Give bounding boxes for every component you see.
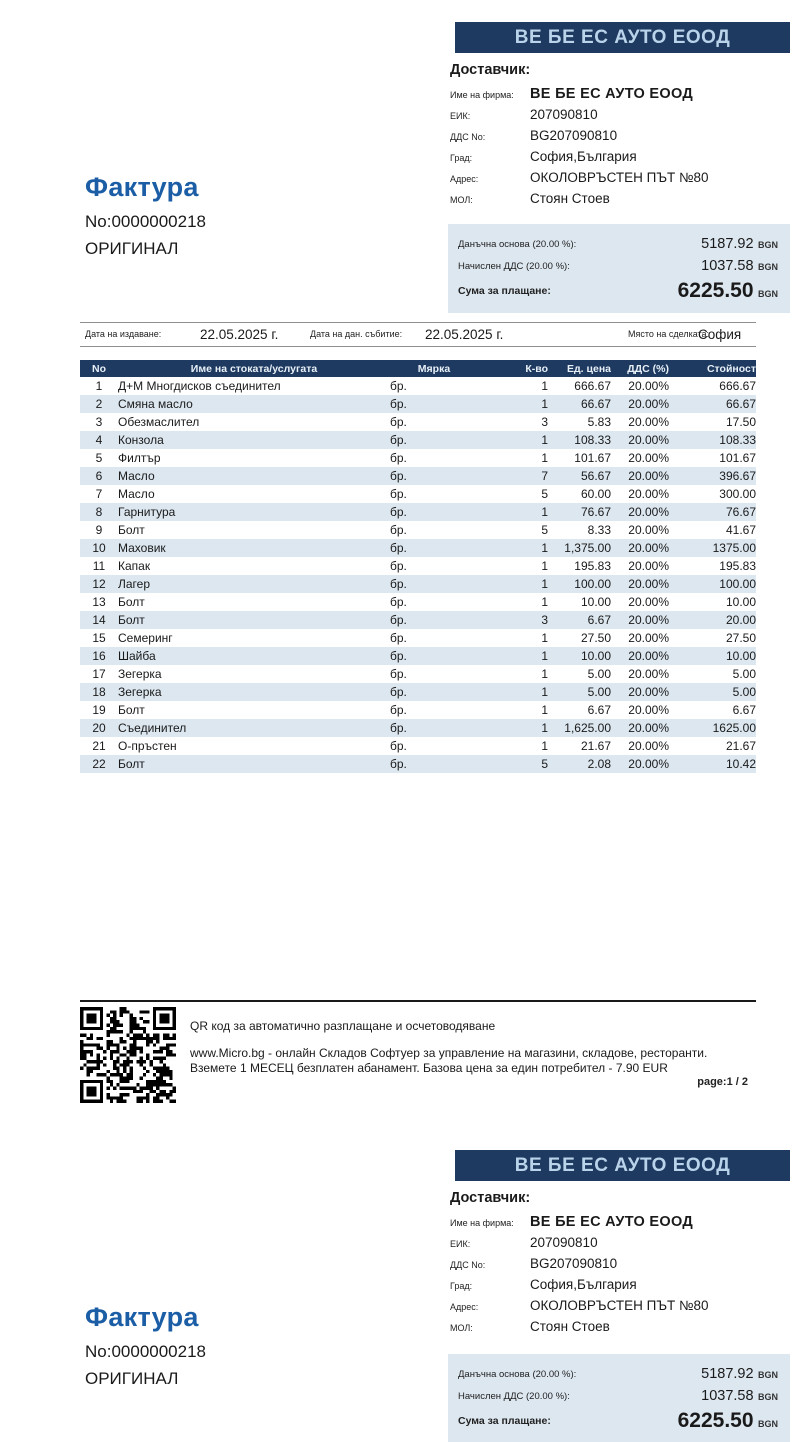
field-label: Адрес:: [450, 1302, 479, 1312]
table-cell: 20.00%: [628, 667, 669, 681]
table-row: [80, 467, 756, 485]
page-indicator: page:1 / 2: [697, 1076, 748, 1088]
table-cell: 108.33: [719, 433, 756, 447]
field-label: ЕИК:: [450, 1239, 471, 1249]
table-cell: 1: [541, 667, 548, 681]
col-header-name: Име на стоката/услугата: [118, 360, 390, 377]
items-table: [80, 360, 756, 773]
field-label: Име на фирма:: [450, 90, 514, 100]
table-cell: 14: [92, 613, 106, 627]
supplier-field-row: [450, 1235, 795, 1256]
supplier-fields: [450, 1214, 795, 1340]
table-cell: 101.67: [574, 451, 611, 465]
field-value: Стоян Стоев: [530, 1319, 610, 1334]
col-header-qty: К-во: [478, 360, 548, 377]
table-cell: 100.00: [719, 577, 756, 591]
table-cell: 19: [92, 703, 106, 717]
field-value: София,България: [530, 149, 637, 164]
table-cell: бр.: [390, 541, 407, 555]
table-cell: 195.83: [719, 559, 756, 573]
table-cell: 60.00: [580, 487, 611, 501]
supplier-field-row: [450, 191, 795, 212]
totals-label: Данъчна основа (20.00 %):: [458, 1368, 577, 1380]
table-row: [80, 557, 756, 575]
table-cell: 1,375.00: [564, 541, 611, 555]
table-row: [80, 719, 756, 737]
table-cell: 1: [541, 739, 548, 753]
table-cell: 41.67: [725, 523, 756, 537]
invoice-title-block: [85, 1302, 415, 1389]
table-cell: Шайба: [118, 649, 156, 663]
table-cell: 56.67: [580, 469, 611, 483]
field-label: Адрес:: [450, 174, 479, 184]
table-cell: Болт: [118, 703, 145, 717]
totals-value: [701, 1387, 778, 1405]
table-cell: 6.67: [587, 703, 611, 717]
table-cell: 20.00%: [628, 685, 669, 699]
table-cell: 1: [541, 451, 548, 465]
promo-line-2: Вземете 1 МЕСЕЦ безплатен абанамент. Базова цена за един потребител - 7.90 EUR: [190, 1061, 668, 1075]
table-cell: Болт: [118, 757, 145, 771]
table-cell: бр.: [390, 667, 407, 681]
totals-label: Данъчна основа (20.00 %):: [458, 238, 577, 250]
table-cell: 12: [92, 577, 106, 591]
promo-text: [190, 1046, 707, 1076]
table-cell: Лагер: [118, 577, 151, 591]
table-cell: Болт: [118, 595, 145, 609]
table-cell: бр.: [390, 523, 407, 537]
table-cell: 5: [95, 451, 103, 465]
table-cell: 20.00%: [628, 451, 669, 465]
company-banner: ВЕ БЕ ЕС АУТО ЕООД: [455, 1150, 790, 1181]
table-cell: 20.00%: [628, 595, 669, 609]
table-cell: бр.: [390, 487, 407, 501]
invoice-title-block: [85, 172, 415, 259]
table-cell: 4: [95, 433, 103, 447]
invoice-title: Фактура: [85, 1302, 199, 1332]
table-cell: 7: [95, 487, 103, 501]
supplier-field-row: [450, 1256, 795, 1277]
table-cell: 1: [541, 559, 548, 573]
qr-caption: QR код за автоматично разплащане и осчетоводяване: [190, 1019, 496, 1033]
table-cell: 666.67: [719, 379, 756, 393]
totals-amount: 1037.58: [701, 1388, 754, 1404]
invoice-copy-type: ОРИГИНАЛ: [85, 1369, 179, 1388]
totals-box: [448, 224, 790, 313]
table-cell: 2.08: [587, 757, 611, 771]
table-header-row: [80, 360, 756, 377]
table-cell: 13: [92, 595, 106, 609]
supplier-field-row: [450, 1319, 795, 1340]
promo-line-1: www.Micro.bg - онлайн Складов Софтуер за управление на магазини, складове, ресторанти.: [190, 1046, 708, 1060]
table-cell: 10.00: [725, 595, 756, 609]
table-cell: 5.00: [587, 667, 611, 681]
totals-amount: 1037.58: [701, 258, 754, 274]
table-cell: 20.00%: [628, 649, 669, 663]
table-cell: 20.00%: [628, 505, 669, 519]
table-cell: 6.67: [732, 703, 756, 717]
table-cell: Обезмаслител: [118, 415, 200, 429]
table-cell: 20.00: [725, 613, 756, 627]
issue-date-label: Дата на издаване:: [85, 329, 162, 339]
col-header-vat: ДДС (%): [611, 360, 669, 377]
table-cell: 1: [541, 541, 548, 555]
table-row: [80, 521, 756, 539]
table-cell: 20.00%: [628, 415, 669, 429]
table-cell: 9: [95, 523, 103, 537]
supplier-field-row: [450, 149, 795, 170]
table-cell: бр.: [390, 685, 407, 699]
table-cell: Болт: [118, 523, 145, 537]
table-cell: 20.00%: [628, 757, 669, 771]
col-header-unit-price: Ед. цена: [548, 360, 611, 377]
field-label: Град:: [450, 153, 473, 163]
table-cell: 1: [541, 505, 548, 519]
table-cell: Конзола: [118, 433, 164, 447]
table-cell: 20.00%: [628, 523, 669, 537]
supplier-fields: [450, 86, 795, 212]
place-value: София: [698, 327, 742, 342]
table-cell: 8: [95, 505, 103, 519]
invoice-number: No:0000000218: [85, 1342, 207, 1361]
field-value: София,България: [530, 1277, 637, 1292]
table-cell: 1,625.00: [564, 721, 611, 735]
table-cell: 1: [541, 685, 548, 699]
table-cell: 76.67: [580, 505, 611, 519]
totals-label: Начислен ДДС (20.00 %):: [458, 1390, 570, 1402]
totals-value: [701, 235, 778, 253]
table-cell: 2: [95, 397, 103, 411]
table-row: [80, 485, 756, 503]
field-label: Име на фирма:: [450, 1218, 514, 1228]
table-cell: 5: [541, 487, 548, 501]
totals-currency: BGN: [758, 1392, 778, 1402]
table-cell: 18: [92, 685, 106, 699]
table-cell: 6: [95, 469, 103, 483]
table-cell: Семеринг: [118, 631, 173, 645]
table-cell: 10.00: [725, 649, 756, 663]
table-row: [80, 539, 756, 557]
table-cell: 7: [541, 469, 548, 483]
totals-value: [678, 279, 778, 303]
col-header-no: No: [80, 360, 118, 377]
supplier-field-row: [450, 107, 795, 128]
table-row: [80, 431, 756, 449]
table-cell: 5.00: [732, 667, 756, 681]
place-label: Място на сделката:: [628, 329, 710, 339]
field-value: ОКОЛОВРЪСТЕН ПЪТ №80: [530, 1298, 709, 1313]
table-cell: 1: [541, 595, 548, 609]
table-cell: 76.67: [725, 505, 756, 519]
totals-value: [678, 1409, 778, 1433]
table-cell: 20.00%: [628, 433, 669, 447]
tax-event-date: 22.05.2025 г.: [425, 327, 504, 342]
table-row: [80, 575, 756, 593]
table-cell: 20.00%: [628, 469, 669, 483]
totals-box: [448, 1354, 790, 1442]
table-cell: 1375.00: [712, 541, 756, 555]
table-cell: бр.: [390, 451, 407, 465]
table-cell: 3: [95, 415, 103, 429]
table-cell: 20: [92, 721, 106, 735]
field-value: BG207090810: [530, 1256, 618, 1271]
meta-row: [80, 322, 756, 347]
totals-currency: BGN: [758, 262, 778, 272]
footer-separator: [80, 1000, 756, 1002]
table-cell: 27.50: [580, 631, 611, 645]
table-cell: 21.67: [725, 739, 756, 753]
field-label: МОЛ:: [450, 1323, 473, 1333]
table-cell: 20.00%: [628, 487, 669, 501]
table-cell: 1: [541, 577, 548, 591]
table-cell: бр.: [390, 505, 407, 519]
table-row: [80, 683, 756, 701]
tax-event-label: Дата на дан. събитие:: [310, 329, 403, 339]
table-cell: 66.67: [725, 397, 756, 411]
table-cell: 21: [92, 739, 106, 753]
field-label: ДДС No:: [450, 132, 486, 142]
supplier-field-row: [450, 128, 795, 149]
field-label: ЕИК:: [450, 111, 471, 121]
table-cell: 1: [541, 397, 548, 411]
table-cell: 27.50: [725, 631, 756, 645]
field-label: МОЛ:: [450, 195, 473, 205]
table-row: [80, 701, 756, 719]
table-cell: О-пръстен: [118, 739, 177, 753]
totals-row: [458, 1363, 778, 1385]
table-cell: 1: [541, 433, 548, 447]
field-label: ДДС No:: [450, 1260, 486, 1270]
table-row: [80, 449, 756, 467]
table-cell: 108.33: [574, 433, 611, 447]
table-cell: 21.67: [580, 739, 611, 753]
table-cell: 10: [92, 541, 106, 555]
totals-amount: 5187.92: [701, 236, 754, 252]
table-row: [80, 503, 756, 521]
field-value: ВЕ БЕ ЕС АУТО ЕООД: [530, 1214, 693, 1230]
table-cell: бр.: [390, 721, 407, 735]
table-cell: 20.00%: [628, 703, 669, 717]
totals-row: [458, 277, 778, 304]
table-row: [80, 593, 756, 611]
totals-row: [458, 1385, 778, 1407]
supplier-field-row: [450, 1277, 795, 1298]
table-row: [80, 413, 756, 431]
totals-amount: 5187.92: [701, 1366, 754, 1382]
table-cell: бр.: [390, 577, 407, 591]
table-cell: бр.: [390, 595, 407, 609]
table-cell: 5.83: [587, 415, 611, 429]
field-value: BG207090810: [530, 128, 618, 143]
table-cell: 17: [92, 667, 106, 681]
table-cell: бр.: [390, 559, 407, 573]
table-row: [80, 737, 756, 755]
table-cell: 20.00%: [628, 397, 669, 411]
table-cell: бр.: [390, 757, 407, 771]
table-row: [80, 755, 756, 773]
table-row: [80, 647, 756, 665]
table-cell: 1: [541, 703, 548, 717]
table-cell: 16: [92, 649, 106, 663]
table-cell: 17.50: [725, 415, 756, 429]
table-cell: бр.: [390, 379, 407, 393]
table-cell: 3: [541, 415, 548, 429]
totals-currency: BGN: [758, 288, 778, 299]
table-cell: 15: [92, 631, 106, 645]
table-cell: Капак: [118, 559, 151, 573]
table-cell: Маховик: [118, 541, 166, 555]
table-cell: 300.00: [719, 487, 756, 501]
supplier-field-row: [450, 86, 795, 107]
table-cell: Зегерка: [118, 685, 162, 699]
table-cell: 20.00%: [628, 721, 669, 735]
table-cell: 1: [541, 721, 548, 735]
field-value: ВЕ БЕ ЕС АУТО ЕООД: [530, 86, 693, 102]
table-cell: 20.00%: [628, 379, 669, 393]
table-cell: Филтър: [118, 451, 161, 465]
table-cell: бр.: [390, 703, 407, 717]
totals-label: Сума за плащане:: [458, 284, 551, 297]
table-cell: Смяна масло: [118, 397, 193, 411]
field-value: ОКОЛОВРЪСТЕН ПЪТ №80: [530, 170, 709, 185]
table-cell: 10.42: [725, 757, 756, 771]
table-cell: 5.00: [732, 685, 756, 699]
table-row: [80, 395, 756, 413]
col-header-amount: Стойност: [669, 360, 756, 377]
table-cell: Зегерка: [118, 667, 162, 681]
table-cell: Масло: [118, 469, 155, 483]
company-banner: ВЕ БЕ ЕС АУТО ЕООД: [455, 22, 790, 53]
supplier-heading: Доставчик:: [450, 1190, 531, 1206]
table-cell: бр.: [390, 613, 407, 627]
field-value: Стоян Стоев: [530, 191, 610, 206]
col-header-unit: Мярка: [390, 360, 478, 377]
totals-label: Сума за плащане:: [458, 1414, 551, 1427]
table-cell: 1625.00: [712, 721, 756, 735]
supplier-heading: Доставчик:: [450, 62, 531, 78]
table-cell: 195.83: [574, 559, 611, 573]
supplier-field-row: [450, 1214, 795, 1235]
totals-value: [701, 1365, 778, 1383]
table-cell: бр.: [390, 631, 407, 645]
totals-currency: BGN: [758, 1370, 778, 1380]
supplier-field-row: [450, 170, 795, 191]
table-cell: 20.00%: [628, 739, 669, 753]
table-cell: Болт: [118, 613, 145, 627]
totals-row: [458, 1407, 778, 1434]
table-cell: 101.67: [719, 451, 756, 465]
table-cell: 11: [92, 559, 106, 573]
table-cell: 6.67: [587, 613, 611, 627]
table-cell: 5: [541, 523, 548, 537]
table-cell: Масло: [118, 487, 155, 501]
totals-amount: 6225.50: [677, 1408, 754, 1432]
table-row: [80, 665, 756, 683]
table-cell: бр.: [390, 739, 407, 753]
table-cell: 20.00%: [628, 613, 669, 627]
invoice-copy-type: ОРИГИНАЛ: [85, 239, 179, 258]
totals-row: [458, 255, 778, 277]
totals-currency: BGN: [758, 240, 778, 250]
table-cell: 5: [541, 757, 548, 771]
table-cell: бр.: [390, 397, 407, 411]
table-cell: 666.67: [574, 379, 611, 393]
table-cell: 20.00%: [628, 577, 669, 591]
totals-row: [458, 233, 778, 255]
table-row: [80, 377, 756, 395]
table-cell: 5.00: [587, 685, 611, 699]
table-cell: бр.: [390, 415, 407, 429]
table-cell: 8.33: [587, 523, 611, 537]
table-cell: 1: [541, 649, 548, 663]
table-cell: 1: [541, 379, 548, 393]
table-cell: бр.: [390, 433, 407, 447]
table-cell: 1: [95, 379, 103, 393]
table-cell: 396.67: [719, 469, 756, 483]
table-cell: 20.00%: [628, 541, 669, 555]
totals-amount: 6225.50: [677, 278, 754, 302]
invoice-number: No:0000000218: [85, 212, 207, 231]
table-cell: 20.00%: [628, 559, 669, 573]
table-cell: Съединител: [118, 721, 187, 735]
totals-value: [701, 257, 778, 275]
table-cell: 66.67: [580, 397, 611, 411]
table-cell: 1: [541, 631, 548, 645]
totals-currency: BGN: [758, 1418, 778, 1429]
table-cell: бр.: [390, 649, 407, 663]
table-row: [80, 611, 756, 629]
field-label: Град:: [450, 1281, 473, 1291]
table-cell: 3: [541, 613, 548, 627]
table-cell: 10.00: [580, 649, 611, 663]
field-value: 207090810: [530, 1235, 598, 1250]
supplier-field-row: [450, 1298, 795, 1319]
invoice-title: Фактура: [85, 172, 199, 202]
table-cell: Гарнитура: [118, 505, 176, 519]
table-cell: бр.: [390, 469, 407, 483]
qr-code: [80, 1007, 176, 1103]
field-value: 207090810: [530, 107, 598, 122]
table-cell: 10.00: [580, 595, 611, 609]
totals-label: Начислен ДДС (20.00 %):: [458, 260, 570, 272]
table-cell: 100.00: [574, 577, 611, 591]
table-row: [80, 629, 756, 647]
table-cell: Д+М Многдисков съединител: [118, 379, 281, 393]
table-cell: 20.00%: [628, 631, 669, 645]
table-cell: 22: [92, 757, 106, 771]
issue-date: 22.05.2025 г.: [200, 327, 279, 342]
